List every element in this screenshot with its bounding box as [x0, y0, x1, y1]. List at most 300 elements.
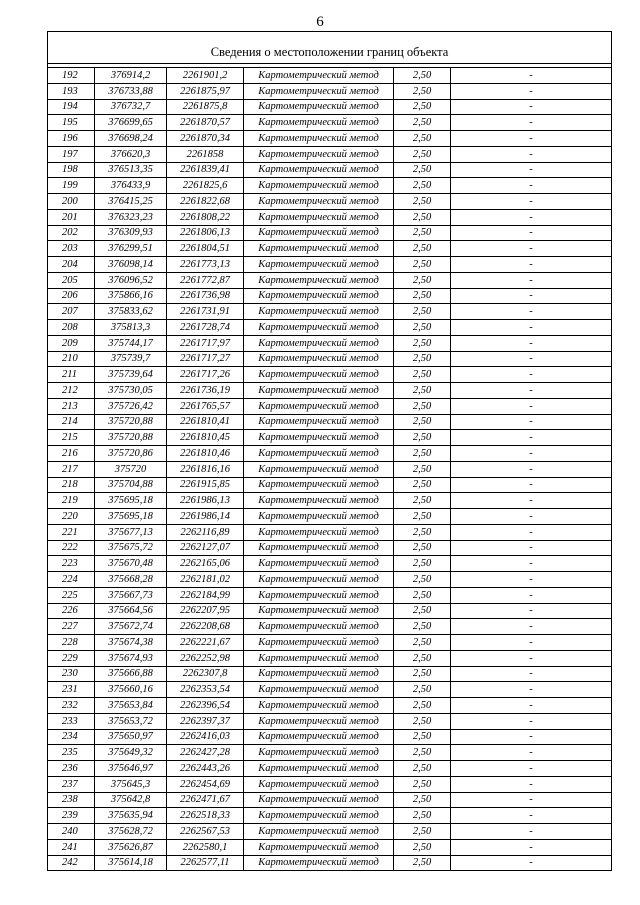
point-number-cell: 221: [48, 524, 95, 540]
method-cell: Картометрический метод: [244, 304, 394, 320]
x-coordinate-cell: 375649,32: [95, 745, 167, 761]
table-row: [48, 446, 612, 462]
note-cell: -: [451, 83, 612, 99]
y-coordinate-cell: 2261915,85: [167, 477, 244, 493]
y-coordinate-cell: 2261728,74: [167, 320, 244, 336]
note-cell: -: [451, 351, 612, 367]
accuracy-cell: 2,50: [394, 335, 451, 351]
accuracy-cell: 2,50: [394, 493, 451, 509]
method-cell: Картометрический метод: [244, 131, 394, 147]
y-coordinate-cell: 2261717,26: [167, 367, 244, 383]
method-cell: Картометрический метод: [244, 414, 394, 430]
y-coordinate-cell: 2262443,26: [167, 761, 244, 777]
accuracy-cell: 2,50: [394, 272, 451, 288]
note-cell: -: [451, 808, 612, 824]
note-cell: -: [451, 162, 612, 178]
accuracy-cell: 2,50: [394, 603, 451, 619]
point-number-cell: 227: [48, 619, 95, 635]
point-number-cell: 238: [48, 792, 95, 808]
point-number-cell: 222: [48, 540, 95, 556]
note-cell: -: [451, 257, 612, 273]
y-coordinate-cell: 2262221,67: [167, 635, 244, 651]
note-cell: -: [451, 776, 612, 792]
x-coordinate-cell: 376620,3: [95, 146, 167, 162]
y-coordinate-cell: 2261858: [167, 146, 244, 162]
point-number-cell: 212: [48, 383, 95, 399]
note-cell: -: [451, 446, 612, 462]
accuracy-cell: 2,50: [394, 745, 451, 761]
y-coordinate-cell: 2261825,6: [167, 178, 244, 194]
y-coordinate-cell: 2261806,13: [167, 225, 244, 241]
table-row: [48, 729, 612, 745]
accuracy-cell: 2,50: [394, 320, 451, 336]
table-row: [48, 666, 612, 682]
point-number-cell: 195: [48, 115, 95, 131]
x-coordinate-cell: 375720: [95, 461, 167, 477]
note-cell: -: [451, 493, 612, 509]
x-coordinate-cell: 375674,38: [95, 635, 167, 651]
accuracy-cell: 2,50: [394, 194, 451, 210]
accuracy-cell: 2,50: [394, 524, 451, 540]
point-number-cell: 206: [48, 288, 95, 304]
method-cell: Картометрический метод: [244, 729, 394, 745]
table-row: [48, 146, 612, 162]
y-coordinate-cell: 2261804,51: [167, 241, 244, 257]
point-number-cell: 232: [48, 698, 95, 714]
point-number-cell: 241: [48, 839, 95, 855]
point-number-cell: 224: [48, 572, 95, 588]
accuracy-cell: 2,50: [394, 83, 451, 99]
note-cell: -: [451, 115, 612, 131]
method-cell: Картометрический метод: [244, 257, 394, 273]
accuracy-cell: 2,50: [394, 650, 451, 666]
method-cell: Картометрический метод: [244, 209, 394, 225]
accuracy-cell: 2,50: [394, 839, 451, 855]
table-row: [48, 808, 612, 824]
note-cell: -: [451, 855, 612, 871]
note-cell: -: [451, 335, 612, 351]
method-cell: Картометрический метод: [244, 115, 394, 131]
note-cell: -: [451, 178, 612, 194]
table-row: [48, 241, 612, 257]
x-coordinate-cell: 375646,97: [95, 761, 167, 777]
point-number-cell: 196: [48, 131, 95, 147]
point-number-cell: 194: [48, 99, 95, 115]
x-coordinate-cell: 375666,88: [95, 666, 167, 682]
point-number-cell: 218: [48, 477, 95, 493]
point-number-cell: 205: [48, 272, 95, 288]
method-cell: Картометрический метод: [244, 320, 394, 336]
y-coordinate-cell: 2262427,28: [167, 745, 244, 761]
table-row: [48, 68, 612, 84]
y-coordinate-cell: 2261986,14: [167, 509, 244, 525]
x-coordinate-cell: 375672,74: [95, 619, 167, 635]
point-number-cell: 233: [48, 713, 95, 729]
y-coordinate-cell: 2261765,57: [167, 398, 244, 414]
accuracy-cell: 2,50: [394, 855, 451, 871]
point-number-cell: 203: [48, 241, 95, 257]
point-number-cell: 202: [48, 225, 95, 241]
y-coordinate-cell: 2262580,1: [167, 839, 244, 855]
note-cell: -: [451, 288, 612, 304]
note-cell: -: [451, 635, 612, 651]
note-cell: -: [451, 524, 612, 540]
accuracy-cell: 2,50: [394, 682, 451, 698]
point-number-cell: 237: [48, 776, 95, 792]
y-coordinate-cell: 2262116,89: [167, 524, 244, 540]
note-cell: -: [451, 745, 612, 761]
y-coordinate-cell: 2261875,97: [167, 83, 244, 99]
y-coordinate-cell: 2261901,2: [167, 68, 244, 84]
table-row: [48, 257, 612, 273]
note-cell: -: [451, 194, 612, 210]
table-row: [48, 761, 612, 777]
note-cell: -: [451, 839, 612, 855]
note-cell: -: [451, 99, 612, 115]
table-title: Сведения о местоположении границ объекта: [48, 32, 612, 64]
accuracy-cell: 2,50: [394, 304, 451, 320]
y-coordinate-cell: 2261773,13: [167, 257, 244, 273]
note-cell: -: [451, 209, 612, 225]
table-row: [48, 115, 612, 131]
point-number-cell: 211: [48, 367, 95, 383]
note-cell: -: [451, 68, 612, 84]
method-cell: Картометрический метод: [244, 635, 394, 651]
table-row: [48, 792, 612, 808]
table-row: [48, 540, 612, 556]
accuracy-cell: 2,50: [394, 540, 451, 556]
y-coordinate-cell: 2262567,53: [167, 824, 244, 840]
point-number-cell: 236: [48, 761, 95, 777]
note-cell: -: [451, 272, 612, 288]
y-coordinate-cell: 2261736,98: [167, 288, 244, 304]
method-cell: Картометрический метод: [244, 241, 394, 257]
accuracy-cell: 2,50: [394, 162, 451, 178]
table-row: [48, 509, 612, 525]
note-cell: -: [451, 383, 612, 399]
accuracy-cell: 2,50: [394, 461, 451, 477]
y-coordinate-cell: 2262518,33: [167, 808, 244, 824]
point-number-cell: 229: [48, 650, 95, 666]
table-row: [48, 209, 612, 225]
y-coordinate-cell: 2261822,68: [167, 194, 244, 210]
accuracy-cell: 2,50: [394, 178, 451, 194]
method-cell: Картометрический метод: [244, 619, 394, 635]
table-row: [48, 272, 612, 288]
table-row: [48, 556, 612, 572]
x-coordinate-cell: 375667,73: [95, 587, 167, 603]
page-number: 6: [316, 14, 324, 30]
method-cell: Картометрический метод: [244, 68, 394, 84]
x-coordinate-cell: 375664,56: [95, 603, 167, 619]
accuracy-cell: 2,50: [394, 619, 451, 635]
y-coordinate-cell: 2262396,54: [167, 698, 244, 714]
point-number-cell: 208: [48, 320, 95, 336]
point-number-cell: 198: [48, 162, 95, 178]
table-row: [48, 524, 612, 540]
note-cell: -: [451, 367, 612, 383]
table-row: [48, 619, 612, 635]
table-row: [48, 225, 612, 241]
x-coordinate-cell: 376299,51: [95, 241, 167, 257]
point-number-cell: 242: [48, 855, 95, 871]
accuracy-cell: 2,50: [394, 414, 451, 430]
x-coordinate-cell: 376096,52: [95, 272, 167, 288]
note-cell: -: [451, 587, 612, 603]
accuracy-cell: 2,50: [394, 367, 451, 383]
accuracy-cell: 2,50: [394, 446, 451, 462]
note-cell: -: [451, 698, 612, 714]
accuracy-cell: 2,50: [394, 241, 451, 257]
y-coordinate-cell: 2261808,22: [167, 209, 244, 225]
table-row: [48, 477, 612, 493]
method-cell: Картометрический метод: [244, 367, 394, 383]
note-cell: -: [451, 540, 612, 556]
x-coordinate-cell: 376699,65: [95, 115, 167, 131]
method-cell: Картометрический метод: [244, 351, 394, 367]
note-cell: -: [451, 146, 612, 162]
note-cell: -: [451, 761, 612, 777]
y-coordinate-cell: 2261986,13: [167, 493, 244, 509]
accuracy-cell: 2,50: [394, 209, 451, 225]
note-cell: -: [451, 682, 612, 698]
accuracy-cell: 2,50: [394, 666, 451, 682]
method-cell: Картометрический метод: [244, 162, 394, 178]
x-coordinate-cell: 375677,13: [95, 524, 167, 540]
method-cell: Картометрический метод: [244, 650, 394, 666]
x-coordinate-cell: 375645,3: [95, 776, 167, 792]
boundary-coordinates-table: [47, 31, 612, 871]
table-row: [48, 776, 612, 792]
x-coordinate-cell: 376098,14: [95, 257, 167, 273]
point-number-cell: 207: [48, 304, 95, 320]
x-coordinate-cell: 375866,16: [95, 288, 167, 304]
method-cell: Картометрический метод: [244, 288, 394, 304]
x-coordinate-cell: 375726,42: [95, 398, 167, 414]
accuracy-cell: 2,50: [394, 131, 451, 147]
y-coordinate-cell: 2261870,34: [167, 131, 244, 147]
method-cell: Картометрический метод: [244, 556, 394, 572]
method-cell: Картометрический метод: [244, 461, 394, 477]
note-cell: -: [451, 650, 612, 666]
x-coordinate-cell: 375704,88: [95, 477, 167, 493]
accuracy-cell: 2,50: [394, 729, 451, 745]
x-coordinate-cell: 375670,48: [95, 556, 167, 572]
table-row: [48, 713, 612, 729]
y-coordinate-cell: 2261717,27: [167, 351, 244, 367]
table-row: [48, 572, 612, 588]
method-cell: Картометрический метод: [244, 477, 394, 493]
y-coordinate-cell: 2262471,67: [167, 792, 244, 808]
x-coordinate-cell: 375695,18: [95, 509, 167, 525]
x-coordinate-cell: 375833,62: [95, 304, 167, 320]
table-row: [48, 493, 612, 509]
y-coordinate-cell: 2262353,54: [167, 682, 244, 698]
accuracy-cell: 2,50: [394, 698, 451, 714]
x-coordinate-cell: 375626,87: [95, 839, 167, 855]
table-row: [48, 682, 612, 698]
method-cell: Картометрический метод: [244, 524, 394, 540]
y-coordinate-cell: 2261870,57: [167, 115, 244, 131]
note-cell: -: [451, 398, 612, 414]
note-cell: -: [451, 509, 612, 525]
table-row: [48, 587, 612, 603]
note-cell: -: [451, 225, 612, 241]
accuracy-cell: 2,50: [394, 99, 451, 115]
note-cell: -: [451, 824, 612, 840]
table-row: [48, 430, 612, 446]
note-cell: -: [451, 572, 612, 588]
method-cell: Картометрический метод: [244, 666, 394, 682]
x-coordinate-cell: 376323,23: [95, 209, 167, 225]
y-coordinate-cell: 2262184,99: [167, 587, 244, 603]
method-cell: Картометрический метод: [244, 540, 394, 556]
note-cell: -: [451, 713, 612, 729]
method-cell: Картометрический метод: [244, 430, 394, 446]
y-coordinate-cell: 2262207,95: [167, 603, 244, 619]
table-row: [48, 461, 612, 477]
accuracy-cell: 2,50: [394, 288, 451, 304]
x-coordinate-cell: 375628,72: [95, 824, 167, 840]
note-cell: -: [451, 461, 612, 477]
x-coordinate-cell: 376698,24: [95, 131, 167, 147]
point-number-cell: 219: [48, 493, 95, 509]
method-cell: Картометрический метод: [244, 178, 394, 194]
method-cell: Картометрический метод: [244, 682, 394, 698]
table-row: [48, 320, 612, 336]
method-cell: Картометрический метод: [244, 446, 394, 462]
point-number-cell: 231: [48, 682, 95, 698]
y-coordinate-cell: 2261875,8: [167, 99, 244, 115]
x-coordinate-cell: 375739,7: [95, 351, 167, 367]
y-coordinate-cell: 2261810,45: [167, 430, 244, 446]
y-coordinate-cell: 2262397,37: [167, 713, 244, 729]
x-coordinate-cell: 376733,88: [95, 83, 167, 99]
method-cell: Картометрический метод: [244, 839, 394, 855]
accuracy-cell: 2,50: [394, 509, 451, 525]
point-number-cell: 209: [48, 335, 95, 351]
table-row: [48, 99, 612, 115]
point-number-cell: 223: [48, 556, 95, 572]
x-coordinate-cell: 375744,17: [95, 335, 167, 351]
x-coordinate-cell: 375614,18: [95, 855, 167, 871]
method-cell: Картометрический метод: [244, 272, 394, 288]
method-cell: Картометрический метод: [244, 383, 394, 399]
x-coordinate-cell: 375695,18: [95, 493, 167, 509]
method-cell: Картометрический метод: [244, 83, 394, 99]
point-number-cell: 240: [48, 824, 95, 840]
table-row: [48, 414, 612, 430]
table-row: [48, 83, 612, 99]
accuracy-cell: 2,50: [394, 477, 451, 493]
table-row: [48, 745, 612, 761]
method-cell: Картометрический метод: [244, 146, 394, 162]
accuracy-cell: 2,50: [394, 587, 451, 603]
accuracy-cell: 2,50: [394, 713, 451, 729]
method-cell: Картометрический метод: [244, 745, 394, 761]
point-number-cell: 193: [48, 83, 95, 99]
x-coordinate-cell: 375660,16: [95, 682, 167, 698]
x-coordinate-cell: 375739,64: [95, 367, 167, 383]
table-row: [48, 162, 612, 178]
point-number-cell: 217: [48, 461, 95, 477]
point-number-cell: 192: [48, 68, 95, 84]
accuracy-cell: 2,50: [394, 115, 451, 131]
table-row: [48, 824, 612, 840]
note-cell: -: [451, 304, 612, 320]
accuracy-cell: 2,50: [394, 430, 451, 446]
table-row: [48, 398, 612, 414]
method-cell: Картометрический метод: [244, 713, 394, 729]
table-row: [48, 839, 612, 855]
accuracy-cell: 2,50: [394, 146, 451, 162]
point-number-cell: 216: [48, 446, 95, 462]
point-number-cell: 197: [48, 146, 95, 162]
y-coordinate-cell: 2262127,07: [167, 540, 244, 556]
method-cell: Картометрический метод: [244, 855, 394, 871]
y-coordinate-cell: 2261839,41: [167, 162, 244, 178]
note-cell: -: [451, 241, 612, 257]
accuracy-cell: 2,50: [394, 776, 451, 792]
y-coordinate-cell: 2262208,68: [167, 619, 244, 635]
y-coordinate-cell: 2262416,03: [167, 729, 244, 745]
table-row: [48, 635, 612, 651]
x-coordinate-cell: 375653,72: [95, 713, 167, 729]
table-row: [48, 367, 612, 383]
x-coordinate-cell: 375635,94: [95, 808, 167, 824]
point-number-cell: 201: [48, 209, 95, 225]
table-row: [48, 178, 612, 194]
y-coordinate-cell: 2261810,46: [167, 446, 244, 462]
point-number-cell: 200: [48, 194, 95, 210]
table-row: [48, 603, 612, 619]
x-coordinate-cell: 376415,25: [95, 194, 167, 210]
x-coordinate-cell: 375813,3: [95, 320, 167, 336]
method-cell: Картометрический метод: [244, 398, 394, 414]
method-cell: Картометрический метод: [244, 572, 394, 588]
method-cell: Картометрический метод: [244, 493, 394, 509]
y-coordinate-cell: 2262252,98: [167, 650, 244, 666]
accuracy-cell: 2,50: [394, 824, 451, 840]
note-cell: -: [451, 729, 612, 745]
point-number-cell: 230: [48, 666, 95, 682]
accuracy-cell: 2,50: [394, 257, 451, 273]
y-coordinate-cell: 2261731,91: [167, 304, 244, 320]
method-cell: Картометрический метод: [244, 792, 394, 808]
x-coordinate-cell: 376513,35: [95, 162, 167, 178]
x-coordinate-cell: 375674,93: [95, 650, 167, 666]
x-coordinate-cell: 376309,93: [95, 225, 167, 241]
accuracy-cell: 2,50: [394, 635, 451, 651]
method-cell: Картометрический метод: [244, 194, 394, 210]
note-cell: -: [451, 792, 612, 808]
note-cell: -: [451, 666, 612, 682]
point-number-cell: 204: [48, 257, 95, 273]
table-row: [48, 650, 612, 666]
y-coordinate-cell: 2261810,41: [167, 414, 244, 430]
table-row: [48, 288, 612, 304]
point-number-cell: 214: [48, 414, 95, 430]
method-cell: Картометрический метод: [244, 99, 394, 115]
x-coordinate-cell: 375675,72: [95, 540, 167, 556]
accuracy-cell: 2,50: [394, 351, 451, 367]
y-coordinate-cell: 2262454,69: [167, 776, 244, 792]
point-number-cell: 239: [48, 808, 95, 824]
method-cell: Картометрический метод: [244, 776, 394, 792]
x-coordinate-cell: 376914,2: [95, 68, 167, 84]
note-cell: -: [451, 320, 612, 336]
table-row: [48, 383, 612, 399]
